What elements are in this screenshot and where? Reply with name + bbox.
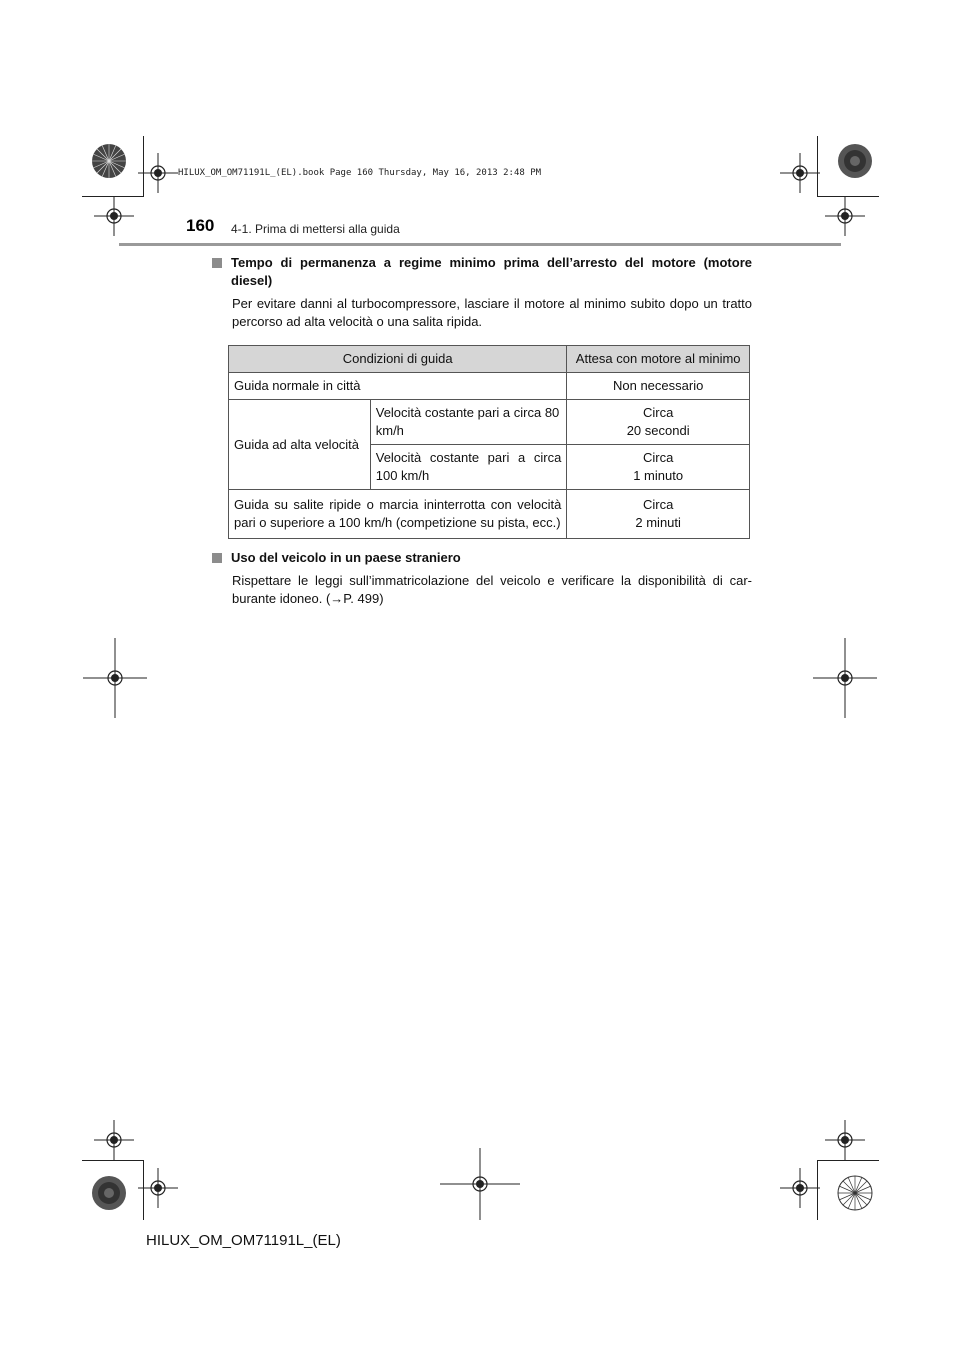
crop-mark — [817, 1160, 879, 1161]
registration-crosshair-icon — [138, 153, 178, 193]
registration-crosshair-icon — [94, 1120, 134, 1160]
crop-mark — [82, 1160, 144, 1161]
registration-crosshair-icon — [83, 638, 147, 718]
footer-code: HILUX_OM_OM71191L_(EL) — [146, 1232, 341, 1249]
table-cell: Guida ad alta velocità — [229, 400, 371, 490]
cell-line: Circa — [642, 405, 674, 420]
table-cell: Non necessario — [567, 373, 750, 400]
section-heading-idle — [212, 254, 752, 290]
table-row — [229, 373, 750, 400]
registration-crosshair-icon — [780, 1168, 820, 1208]
table-cell: Velocità costante pari a circa 80 km/h — [370, 400, 567, 445]
table-row — [229, 490, 750, 539]
registration-crosshair-icon — [825, 1120, 865, 1160]
cell-line: 20 secondi — [626, 423, 690, 438]
heading-text: Uso del veicolo in un paese straniero — [231, 550, 461, 565]
registration-wheel-icon — [837, 1175, 873, 1211]
cell-line: Circa — [642, 450, 674, 465]
registration-wheel-icon — [91, 1175, 127, 1211]
cell-line: 1 minuto — [633, 468, 684, 483]
registration-wheel-icon — [837, 143, 873, 179]
bullet-square-icon — [212, 553, 222, 563]
section-paragraph — [212, 572, 752, 608]
print-info: HILUX_OM_OM71191L_(EL).book Page 160 Thursday, May 16, 2013 2:48 PM — [178, 168, 542, 178]
page-content — [212, 254, 752, 608]
table-header-row — [229, 346, 750, 373]
table-cell — [567, 400, 750, 445]
registration-crosshair-icon — [813, 638, 877, 718]
table-header-cell: Attesa con motore al minimo — [567, 346, 750, 373]
cell-line: 2 minuti — [635, 515, 681, 530]
table-row — [229, 400, 750, 445]
registration-crosshair-icon — [825, 196, 865, 236]
section-paragraph: Per evitare danni al turbocompressore, lasciare il motore al minimo subito dopo un tratto percorso ad alta velocità o una salita ripida. — [232, 296, 752, 329]
registration-crosshair-icon — [440, 1148, 520, 1220]
table-cell — [567, 445, 750, 490]
idle-time-table — [228, 345, 750, 539]
header-rule — [119, 243, 841, 246]
section-title: 4-1. Prima di mettersi alla guida — [231, 222, 400, 236]
table-cell: Guida su salite ripide o marcia ininterrotta con velocità pari o superiore a 100 km/h (competizione su pista, ecc.) — [229, 490, 567, 539]
heading-text: Tempo di permanenza a regime minimo prima dell’arresto del motore (motore diesel) — [231, 255, 752, 288]
registration-crosshair-icon — [780, 153, 820, 193]
table-cell: Guida normale in città — [229, 373, 567, 400]
registration-wheel-icon — [91, 143, 127, 179]
table-cell: Velocità costante pari a circa 100 km/h — [370, 445, 567, 490]
arrow-right-icon: → — [330, 591, 344, 606]
registration-crosshair-icon — [94, 196, 134, 236]
registration-crosshair-icon — [138, 1168, 178, 1208]
cell-line: Circa — [642, 497, 674, 512]
section-heading-abroad — [212, 549, 752, 567]
table-header-cell: Condizioni di guida — [229, 346, 567, 373]
bullet-square-icon — [212, 258, 222, 268]
page-number: 160 — [186, 216, 215, 235]
page-reference-link[interactable]: P. 499) — [343, 591, 384, 606]
paragraph-text: Rispettare le leggi sull’immatricolazione del veicolo e verificare la disponibilità di car-burante idoneo. ( — [232, 573, 752, 606]
table-cell — [567, 490, 750, 539]
